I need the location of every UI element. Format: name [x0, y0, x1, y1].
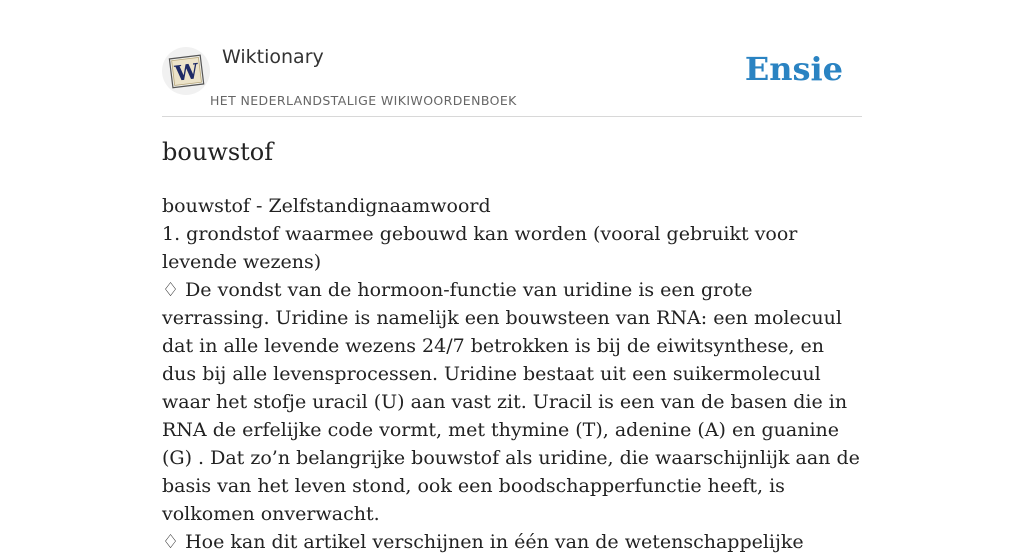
- page-title: bouwstof: [162, 138, 274, 166]
- page: [162, 0, 862, 553]
- svg-text:W: W: [173, 58, 200, 86]
- example-sentence: ♢ Hoe kan dit artikel verschijnen in één van de wetenschappelijke: [162, 531, 804, 553]
- wiktionary-logo-icon[interactable]: [162, 47, 210, 95]
- w-tile-icon: [162, 47, 210, 95]
- site-header: [162, 0, 862, 117]
- site-name[interactable]: Wiktionary: [222, 46, 324, 68]
- ensie-brand-link[interactable]: Ensie: [744, 50, 843, 88]
- definition-text: 1. grondstof waarmee gebouwd kan worden (vooral gebruikt voor levende wezens): [162, 223, 798, 273]
- example-sentence: ♢ De vondst van de hormoon-functie van uridine is een grote verrassing. Uridine is namelijk een bouwsteen van RNA: een molecuul dat in alle levende wezens 24/7 betrokken is bij de eiwitsynthese, en dus bij alle levensprocessen. Uridine bestaat uit een suikermolecuul waar het stofje uracil (U) aan vast zit. Uracil is een van de basen die in RNA de erfelijke code vormt, met thymine (T), adenine (A) en guanine (G) . Dat zo’n belangrijke bouwstof als uridine, die waarschijnlijk aan de basis van het leven stond, ook een boodschapperfunctie heeft, is volkomen onverwacht.: [162, 279, 860, 525]
- site-subtitle: HET NEDERLANDSTALIGE WIKIWOORDENBOEK: [210, 93, 517, 108]
- entry-content: [162, 192, 862, 556]
- part-of-speech-line: bouwstof - Zelfstandignaamwoord: [162, 195, 491, 217]
